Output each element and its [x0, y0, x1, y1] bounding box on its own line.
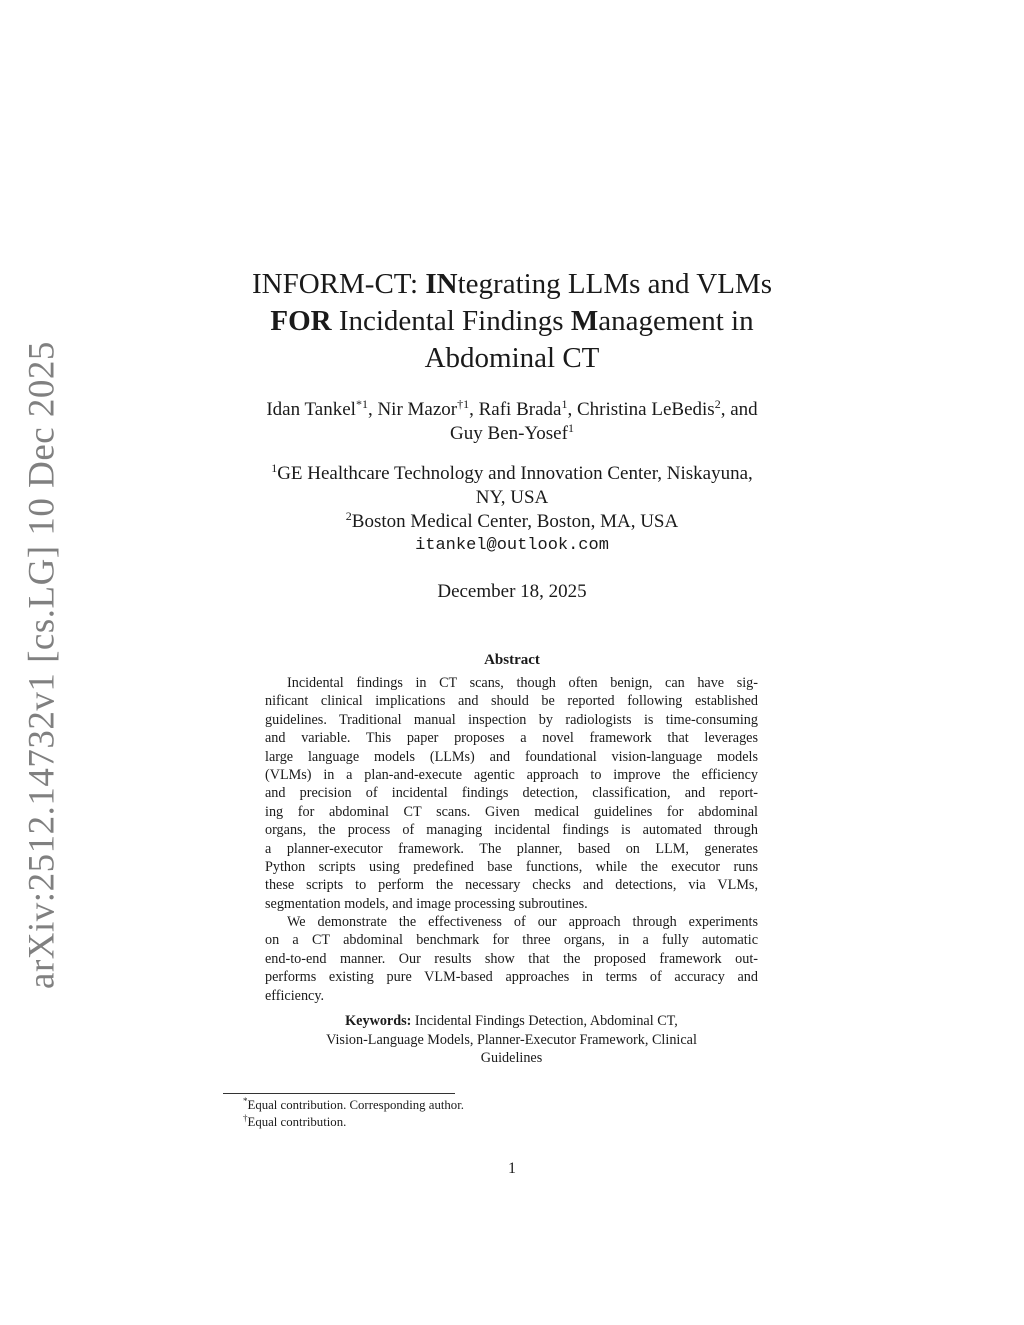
- abstract-line: efficiency.: [265, 987, 325, 1004]
- abstract-line: on a CT abdominal benchmark for three organs, in a fully automatic: [265, 932, 758, 949]
- authors-line-2: [160, 422, 864, 446]
- author-name: Idan Tankel: [266, 399, 356, 420]
- footnote-text: Equal contribution. Corresponding author.: [247, 1098, 464, 1112]
- abstract-heading: Abstract: [484, 652, 540, 668]
- author-marker: 2: [714, 397, 721, 411]
- arxiv-identifier-stamp: arXiv:2512.14732v1 [cs.LG] 10 Dec 2025: [21, 341, 63, 989]
- footnote-marker: *: [243, 1096, 248, 1106]
- author-name: , Christina LeBedis: [567, 399, 715, 420]
- keywords-line-2: Vision-Language Models, Planner-Executor Framework, Clinical: [326, 1031, 697, 1048]
- abstract-line: organs, the process of managing incidental findings is automated through: [265, 822, 758, 839]
- abstract-line: large language models (LLMs) and foundational vision-language models: [265, 748, 758, 765]
- abstract-line: and variable. This paper proposes a novel framework that leverages: [265, 730, 758, 747]
- title-line-3: Abdominal CT: [424, 342, 600, 374]
- abstract-line: performs existing pure VLM-based approaches in terms of accuracy and: [265, 969, 758, 986]
- abstract-line: a planner-executor framework. The planner, based on LLM, generates: [265, 840, 758, 857]
- keywords-line-3: Guidelines: [480, 1050, 543, 1067]
- title-text: INFORM-CT:: [251, 268, 426, 300]
- footnote-text: Equal contribution.: [247, 1115, 347, 1129]
- author-list: [160, 398, 864, 446]
- author-marker: *1: [355, 397, 368, 411]
- contact-email: itankel@outlook.com: [415, 536, 609, 555]
- title-line-1: [160, 266, 864, 303]
- abstract-line: and precision of incidental findings detection, classification, and report-: [265, 785, 758, 802]
- author-marker: 1: [561, 397, 568, 411]
- page-number: 1: [508, 1160, 516, 1177]
- title-emphasis: FOR: [270, 305, 332, 337]
- abstract-line: segmentation models, and image processing subroutines.: [265, 895, 588, 912]
- abstract-body: [265, 674, 758, 1005]
- paper-title: [160, 266, 864, 377]
- keywords-text: Incidental Findings Detection, Abdominal CT,: [411, 1013, 678, 1029]
- abstract-line: nificant clinical implications and should be reported following established: [265, 693, 758, 710]
- publication-date: December 18, 2025: [437, 581, 587, 602]
- abstract-line: (VLMs) in a plan-and-execute agentic approach to improve the efficiency: [265, 766, 758, 783]
- author-name: , Rafi Brada: [469, 399, 562, 420]
- abstract-line: these scripts to perform the necessary checks and detections, via VLMs,: [265, 877, 758, 894]
- affiliation-text: Boston Medical Center, Boston, MA, USA: [351, 511, 679, 532]
- title-line-2: [160, 303, 864, 340]
- abstract-line: Python scripts using predefined base functions, while the executor runs: [265, 858, 758, 875]
- footnote-2: [243, 1114, 464, 1131]
- authors-line-1: [160, 398, 864, 422]
- affiliation-text: GE Healthcare Technology and Innovation Center, Niskayuna,: [277, 463, 753, 484]
- title-emphasis: M: [570, 305, 599, 337]
- title-text: tegrating LLMs and VLMs: [457, 268, 773, 300]
- author-marker: †1: [457, 397, 470, 411]
- abstract-line: guidelines. Traditional manual inspection by radiologists is time-consuming: [265, 711, 758, 728]
- title-text: Incidental Findings: [331, 305, 571, 337]
- abstract-line: Incidental findings in CT scans, though often benign, can have sig-: [287, 675, 758, 691]
- title-text: anagement in: [598, 305, 754, 337]
- affiliation-marker: 2: [345, 509, 352, 523]
- footnote-divider: [223, 1093, 455, 1094]
- affiliation-1-line-1: [160, 462, 864, 486]
- author-separator: , and: [720, 399, 758, 420]
- affiliation-marker: 1: [271, 461, 278, 475]
- footnote-marker: †: [243, 1113, 248, 1123]
- abstract-line: end-to-end manner. Our results show that the proposed framework out-: [265, 950, 758, 967]
- affiliation-2: [160, 510, 864, 534]
- footnote-1: [243, 1097, 464, 1114]
- abstract-line: We demonstrate the effectiveness of our approach through experiments: [287, 914, 758, 931]
- affiliation-1-line-2: NY, USA: [475, 487, 549, 508]
- abstract-line: ing for abdominal CT scans. Given medical guidelines for abdominal: [265, 803, 758, 820]
- keywords-line-1: [265, 1012, 758, 1031]
- keywords: [265, 1012, 758, 1068]
- keywords-label: Keywords:: [345, 1013, 412, 1029]
- author-marker: 1: [567, 421, 574, 435]
- footnotes: [243, 1097, 464, 1131]
- title-emphasis: IN: [425, 268, 458, 300]
- author-name: Guy Ben-Yosef: [450, 423, 568, 444]
- affiliations: [160, 462, 864, 558]
- author-name: , Nir Mazor: [367, 399, 458, 420]
